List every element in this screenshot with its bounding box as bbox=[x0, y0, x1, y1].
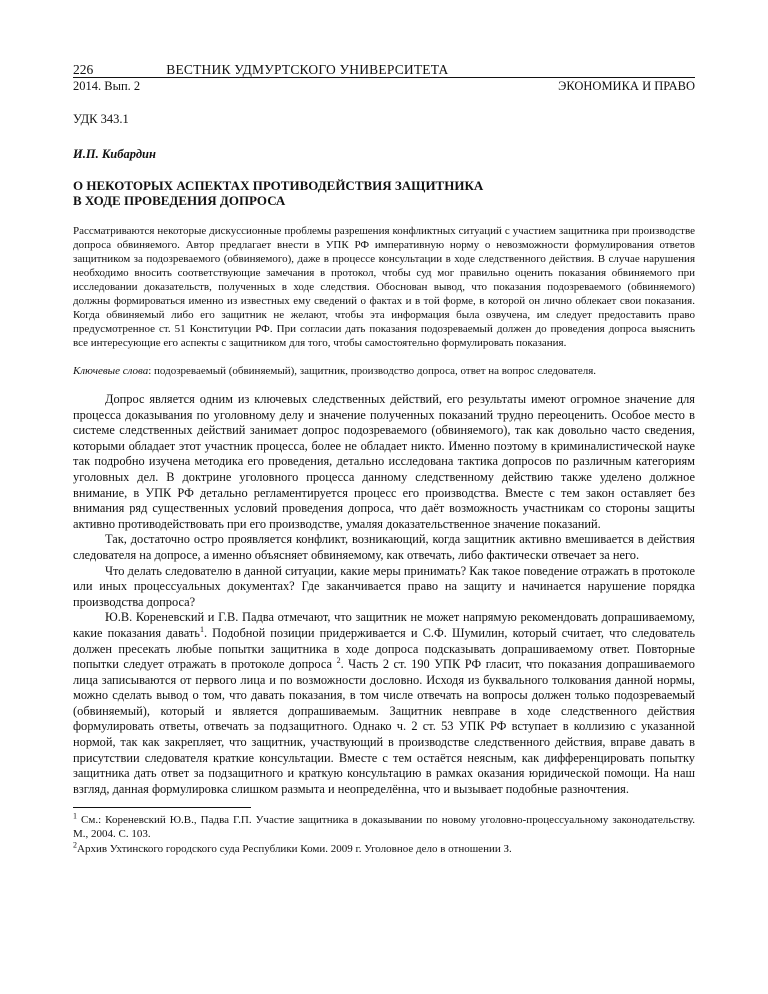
footnote-mark: 1 bbox=[73, 811, 77, 821]
article-body bbox=[73, 392, 695, 797]
body-paragraph: Так, достаточно остро проявляется конфликт, возникающий, когда защитник активно вмешивается в действия следователя на допросе, а именно объясняет обвиняемому, как отвечать, либо фактически отвечает за него. bbox=[73, 532, 695, 562]
footnote-ref[interactable]: 2 bbox=[336, 655, 341, 665]
running-header bbox=[73, 62, 695, 77]
section-label: ЭКОНОМИКА И ПРАВО bbox=[558, 79, 695, 93]
keywords bbox=[73, 364, 695, 378]
issue-label: 2014. Вып. 2 bbox=[73, 79, 141, 93]
udc-code: УДК 343.1 bbox=[73, 112, 129, 126]
footnote bbox=[73, 840, 695, 857]
keywords-text: : подозреваемый (обвиняемый), защитник, производство допроса, ответ на вопрос следователя. bbox=[148, 365, 597, 377]
keywords-label: Ключевые слова bbox=[73, 365, 149, 377]
abstract: Рассматриваются некоторые дискуссионные проблемы разрешения конфликтных ситуаций с участием защитника при производстве допроса обвиняемого. Автор предлагает внести в УПК РФ императивную норму о невозможности формулирования ответов защитником за подозреваемого (обвиняемого), даже в процессе консультации в ходе следственного действия. В случае нарушения необходимо вносить соответствующие замечания в протокол, чтобы суд мог правильно оценить показания обвиняемого при исследовании доказательств, полученных в ходе следствия. Обоснован вывод, что показания подозреваемого (обвиняемого) должны формироваться именно из известных ему сведений о фактах и в той форме, в которой он лично облекает свои показания. Когда обвиняемый либо его защитник не желают, чтобы эта информация была озвучена, им следует предоставить право предусмотренное ст. 51 Конституции РФ. При согласии дать показания подозреваемый должен до проведения допроса выяснить все интересующие его аспекты с защитником для того, чтобы самостоятельно формулировать показания. bbox=[73, 225, 695, 349]
title-line: О НЕКОТОРЫХ АСПЕКТАХ ПРОТИВОДЕЙСТВИЯ ЗАЩИТНИКА bbox=[73, 178, 484, 193]
journal-title: ВЕСТНИК УДМУРТСКОГО УНИВЕРСИТЕТА bbox=[166, 62, 449, 77]
footnote-text: Архив Ухтинского городского суда Республики Коми. 2009 г. Уголовное дело в отношении З. bbox=[77, 843, 512, 856]
footnote-divider bbox=[73, 807, 251, 808]
footnotes bbox=[73, 811, 695, 857]
body-paragraph: Допрос является одним из ключевых следственных действий, его результаты имеют огромное значение для процесса доказывания по уголовному делу и значение полученных показаний трудно переоценить. Особое место в системе следственных действий занимает допрос подозреваемого (обвиняемого), так как довольно часто сведения, которыми обладает этот участник процесса, более не обладает никто. Именно поэтому в криминалистической науке так подробно изучена методика его проведения, детально исследована тактика допросов по различным категориям уголовных дел. В доктрине уголовного процесса данному следственному действию также уделено должное внимание, в УПК РФ детально регламентируется процесс его производства. Вместе с тем закон оставляет без внимания ряд существенных условий проведения допроса, что даёт возможность участникам со стороны защиты активно противодействовать при его производстве, умаляя доказательственное значение показаний. bbox=[73, 392, 695, 531]
title-line: В ХОДЕ ПРОВЕДЕНИЯ ДОПРОСА bbox=[73, 193, 286, 208]
paragraph-text: . Часть 2 ст. 190 УПК РФ гласит, что показания допрашиваемого лица записываются от первого лица и по возможности дословно. Исходя из буквального толкования данной нормы, можно сделать вывод о том, что давать показания, в том числе отвечать на вопросы должен только подозреваемый (обвиняемый), который и является допрашиваемым. Защитник невправе в ходе следственного действия формулировать ответы, отвечать за подзащитного. Однако ч. 2 ст. 53 УПК РФ вступает в коллизию с указанной нормой, так как закрепляет, что защитник, участвующий в производстве следственного действия, вправе давать в присутствии следователя краткие консультации. Вместе с тем остаётся неясным, как дифференцировать попытку защитника дать ответ за подзащитного и краткую консультацию в рамках оказания юридической помощи. На наш взгляд, данная формулировка слишком размыта и неопределённа, что и вызывает подобные разночтения. bbox=[73, 657, 695, 796]
page-number: 226 bbox=[73, 62, 94, 77]
body-paragraph: Что делать следователю в данной ситуации, какие меры принимать? Как такое поведение отражать в протоколе или иных процессуальных документах? Где заканчивается право на защиту и начинается нарушение порядка производства допроса? bbox=[73, 563, 695, 609]
author-name: И.П. Кибардин bbox=[73, 147, 156, 161]
paragraph-text: . Подобной позиции придерживается и С.Ф. Шумилин, который считает, что следователь должен пресекать любые попытки защитника в ходе допроса подсказывать допрашиваемому ответ. Повторные попытки следует отражать в протоколе допроса bbox=[73, 625, 695, 672]
footnote bbox=[73, 811, 695, 841]
footnote-text: См.: Кореневский Ю.В., Падва Г.П. Участие защитника в доказывании по новому уголовно-процессуальному законодательству. М., 2004. С. 103. bbox=[73, 814, 695, 840]
footnote-ref[interactable]: 1 bbox=[199, 624, 204, 634]
journal-page bbox=[73, 62, 695, 859]
footnote-mark: 2 bbox=[73, 840, 77, 850]
body-paragraph bbox=[73, 610, 695, 797]
issue-row bbox=[73, 77, 695, 94]
article-title bbox=[73, 178, 695, 208]
paragraph-text: Ю.В. Кореневский и Г.В. Падва отмечают, что защитник не может напрямую рекомендовать допрашиваемому, какие показания давать bbox=[73, 610, 695, 640]
